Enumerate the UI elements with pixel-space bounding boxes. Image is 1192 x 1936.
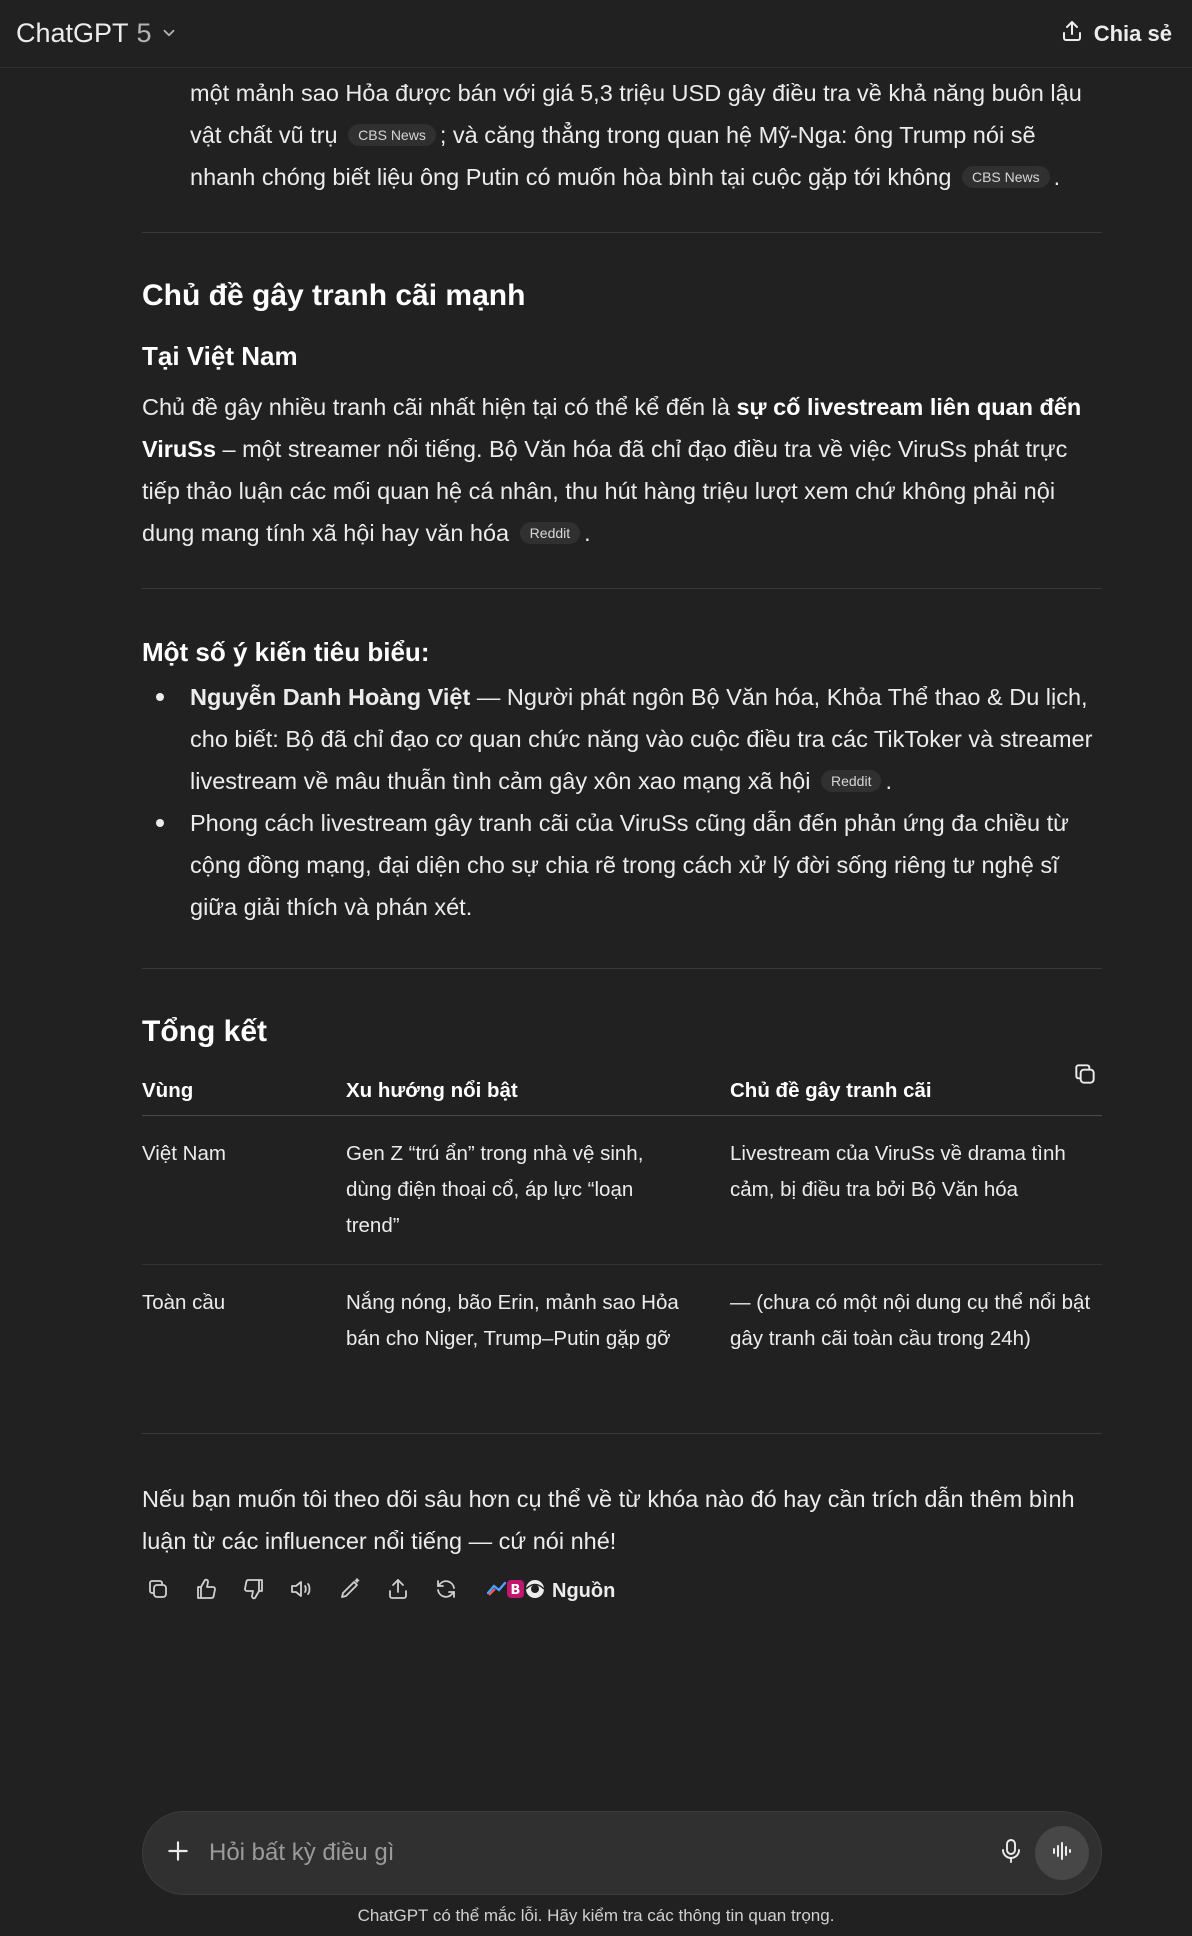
section-heading-controversy: Chủ đề gây tranh cãi mạnh [142, 279, 526, 312]
waveform-icon [1050, 1839, 1074, 1868]
controversy-paragraph [142, 386, 1102, 554]
thumbs-down-icon [242, 1577, 266, 1606]
section-heading-opinions: Một số ý kiến tiêu biểu: [142, 637, 430, 667]
table-header-row [142, 1067, 1102, 1116]
table-cell: Việt Nam [142, 1116, 346, 1265]
table-cell: — (chưa có một nội dung cụ thể nổi bật gây tranh cãi toàn cầu trong 24h) [730, 1291, 1091, 1350]
model-name: ChatGPT [16, 18, 129, 48]
refresh-icon [434, 1577, 458, 1606]
message-actions [142, 1576, 1102, 1607]
model-switcher[interactable] [16, 18, 178, 49]
copy-table-button[interactable] [1072, 1061, 1098, 1092]
speaker-icon [289, 1577, 315, 1606]
source-favicons-icon [486, 1577, 544, 1606]
section-heading-summary: Tổng kết [142, 1015, 267, 1048]
table-row [142, 1116, 1102, 1265]
share-button[interactable] [1060, 19, 1172, 49]
prompt-input[interactable] [207, 1838, 999, 1868]
thumbs-up-icon [194, 1577, 218, 1606]
model-version: 5 [136, 18, 152, 48]
controversy-text-3: . [584, 520, 591, 546]
chevron-down-icon [160, 18, 178, 49]
summary-table [142, 1067, 1102, 1377]
table-cell: Toàn cầu [142, 1291, 226, 1314]
subheading-vietnam: Tại Việt Nam [142, 341, 298, 371]
share-icon [1060, 19, 1084, 49]
opinions-list [142, 676, 1102, 928]
divider [142, 1433, 1102, 1434]
divider [142, 232, 1102, 233]
disclaimer: ChatGPT có thể mắc lỗi. Hãy kiểm tra các thông tin quan trọng. [357, 1906, 835, 1925]
dictate-button[interactable] [999, 1838, 1023, 1869]
column-header: Chủ đề gây tranh cãi [730, 1067, 1102, 1116]
copy-icon [146, 1577, 170, 1606]
table-cell: Gen Z “trú ẩn” trong nhà vệ sinh, dùng điện thoại cổ, áp lực “loạn trend” [346, 1116, 730, 1265]
copy-icon [1072, 1074, 1098, 1091]
list-item [190, 676, 1102, 802]
intro-text-3: . [1053, 164, 1061, 190]
summary-table-wrapper [142, 1067, 1102, 1377]
attach-button[interactable] [165, 1838, 191, 1869]
opinion-1-name: Nguyễn Danh Hoàng Việt [190, 684, 471, 710]
thumbs-down-button[interactable] [238, 1576, 269, 1607]
opinion-1-text: — Người phát ngôn Bộ Văn hóa, Khỏa Thể thao & Du lịch, cho biết: Bộ đã chỉ đạo cơ quan chức năng vào cuộc điều tra các TikToker và streamer livestream về mâu thuẫn tình cảm gây xôn xao mạng xã hội [190, 684, 1093, 794]
intro-text-2: ; và căng thẳng trong quan hệ Mỹ-Nga: ông Trump nói sẽ nhanh chóng biết liệu ông Putin có muốn hòa bình tại cuộc gặp tới không [190, 122, 1036, 190]
edit-button[interactable] [334, 1576, 365, 1607]
opinion-2-text: Phong cách livestream gây tranh cãi của ViruSs cũng dẫn đến phản ứng đa chiều từ cộng đồng mạng, đại diện cho sự chia rẽ trong cách xử lý đời sống riêng tư nghệ sĩ giữa giải thích và phán xét. [190, 810, 1069, 920]
table-row [142, 1265, 1102, 1378]
plus-icon [165, 1838, 191, 1869]
composer [142, 1811, 1102, 1895]
read-aloud-button[interactable] [286, 1576, 317, 1607]
assistant-message [142, 68, 1102, 1607]
share-label: Chia sẻ [1093, 20, 1172, 46]
pencil-sparkle-icon [338, 1577, 362, 1606]
microphone-icon [999, 1838, 1023, 1869]
share-response-button[interactable] [382, 1576, 413, 1607]
voice-mode-button[interactable] [1035, 1826, 1089, 1880]
intro-paragraph [142, 72, 1102, 198]
closing-paragraph: Nếu bạn muốn tôi theo dõi sâu hơn cụ thể về từ khóa nào đó hay cần trích dẫn thêm bình luận từ các influencer nổi tiếng — cứ nói nhé! [142, 1486, 1075, 1554]
controversy-text-2: – một streamer nổi tiếng. Bộ Văn hóa đã chỉ đạo điều tra về việc ViruSs phát trực tiếp thảo luận các mối quan hệ cá nhân, thu hút hàng triệu lượt xem chứ không phải nội dung mang tính xã hội hay văn hóa [142, 436, 1068, 546]
copy-button[interactable] [142, 1576, 173, 1607]
source-chip-cbs-news[interactable]: CBS News [348, 124, 436, 146]
thumbs-up-button[interactable] [190, 1576, 221, 1607]
table-cell: Livestream của ViruSs về drama tình cảm, bị điều tra bởi Bộ Văn hóa [730, 1116, 1102, 1265]
top-bar [0, 0, 1192, 68]
divider [142, 588, 1102, 589]
svg-text:B: B [510, 1583, 521, 1598]
controversy-text-1: Chủ đề gây nhiều tranh cãi nhất hiện tại có thể kể đến là [142, 394, 737, 420]
list-item [190, 802, 1102, 928]
column-header: Xu hướng nổi bật [346, 1067, 730, 1116]
sources-button[interactable] [486, 1577, 615, 1606]
source-chip-reddit[interactable]: Reddit [520, 522, 580, 544]
opinion-1-end: . [885, 768, 892, 794]
intro-text-1: một mảnh sao Hỏa được bán với giá 5,3 triệu USD gây điều tra về khả năng buôn lậu vật chất vũ trụ [190, 80, 1082, 148]
controversy-bold: sự cố livestream liên quan đến ViruSs [142, 394, 1082, 462]
table-cell: Nắng nóng, bão Erin, mảnh sao Hỏa bán cho Niger, Trump–Putin gặp gỡ [346, 1291, 679, 1350]
share-icon [386, 1577, 410, 1606]
divider [142, 968, 1102, 969]
column-header: Vùng [142, 1067, 346, 1116]
source-chip-reddit[interactable]: Reddit [821, 770, 881, 792]
sources-label: Nguồn [552, 1580, 616, 1602]
regenerate-button[interactable] [430, 1576, 461, 1607]
source-chip-cbs-news[interactable]: CBS News [962, 166, 1050, 188]
